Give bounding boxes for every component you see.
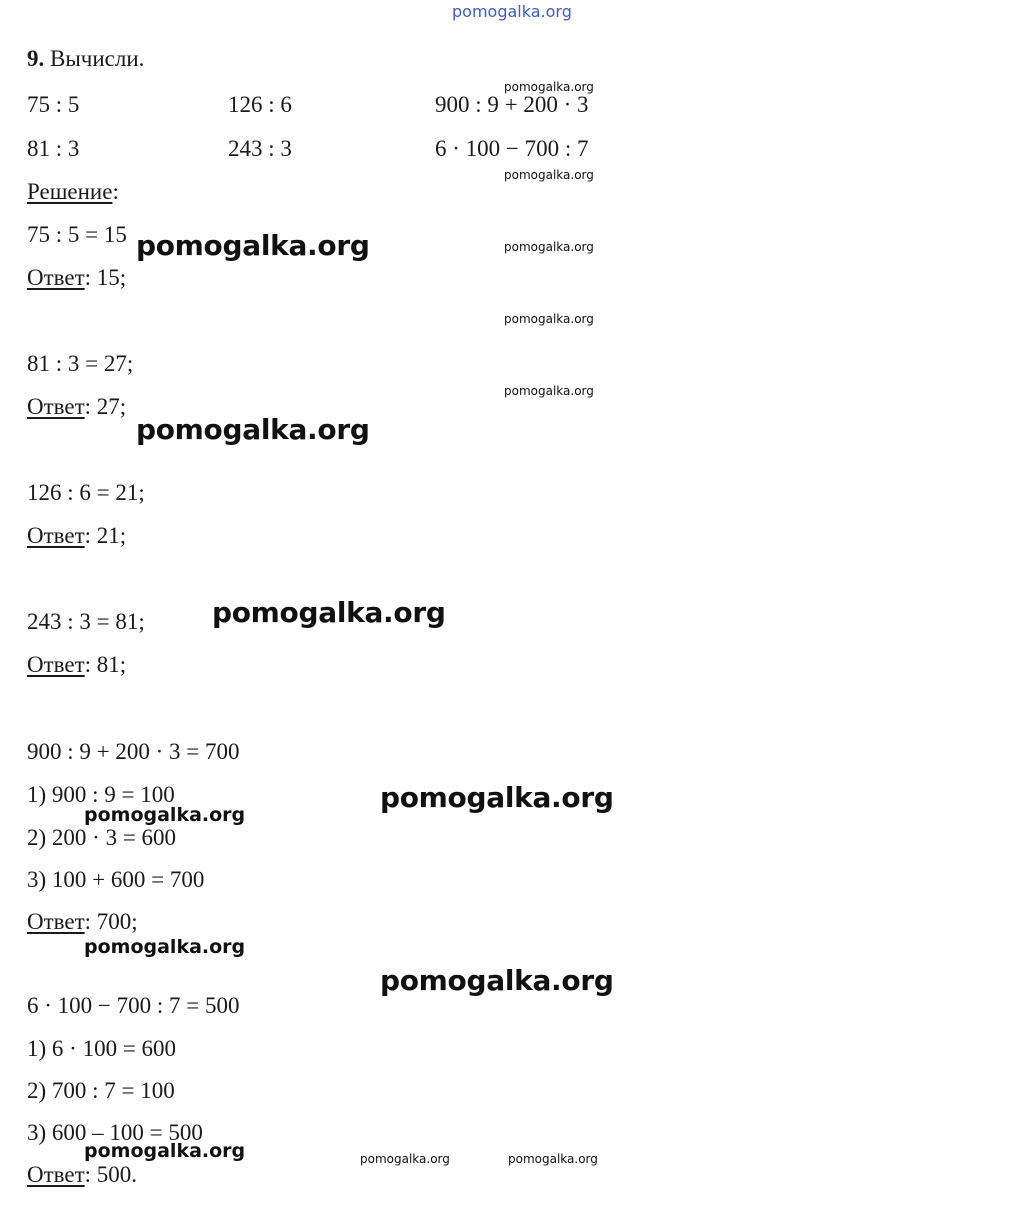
- task-expr-3: 900 : 9 + 200 · 3: [435, 92, 589, 117]
- watermark-medium: pomogalka.org: [84, 936, 246, 958]
- solution-expr-6: 6 · 100 − 700 : 7 = 500: [27, 993, 240, 1018]
- step-6-1: 1) 6 · 100 = 600: [27, 1036, 177, 1061]
- watermark-medium: pomogalka.org: [84, 1140, 246, 1162]
- watermark-medium: pomogalka.org: [84, 804, 246, 826]
- answer-5: Ответ: 700;: [27, 909, 138, 934]
- solution-expr-5: 900 : 9 + 200 · 3 = 700: [27, 739, 240, 764]
- solution-expr-3: 126 : 6 = 21;: [27, 480, 145, 505]
- watermark-small: pomogalka.org: [504, 168, 594, 182]
- watermark-small: pomogalka.org: [504, 312, 594, 326]
- answer-1: Ответ: 15;: [27, 265, 127, 290]
- task-title: [27, 46, 144, 72]
- answer-6: Ответ: 500.: [27, 1162, 138, 1187]
- step-5-3: 3) 100 + 600 = 700: [27, 867, 205, 892]
- step-5-1: 1) 900 : 9 = 100: [27, 782, 175, 807]
- watermark-small: pomogalka.org: [360, 1152, 450, 1166]
- solution-heading: Решение:: [27, 179, 119, 204]
- watermark-large: pomogalka.org: [136, 413, 370, 446]
- task-number: 9.: [27, 46, 45, 71]
- task-instruction: Вычисли.: [50, 46, 145, 71]
- watermark-small: pomogalka.org: [504, 384, 594, 398]
- solution-expr-2: 81 : 3 = 27;: [27, 351, 134, 376]
- step-6-3: 3) 600 – 100 = 500: [27, 1120, 203, 1145]
- watermark-large: pomogalka.org: [380, 781, 614, 814]
- step-6-2: 2) 700 : 7 = 100: [27, 1078, 175, 1103]
- answer-2: Ответ: 27;: [27, 394, 127, 419]
- answer-3: Ответ: 21;: [27, 523, 127, 548]
- task-expr-6: 6 · 100 − 700 : 7: [435, 136, 589, 161]
- header-watermark: pomogalka.org: [452, 2, 572, 21]
- watermark-small: pomogalka.org: [504, 240, 594, 254]
- answer-4: Ответ: 81;: [27, 652, 127, 677]
- task-expr-1: 75 : 5: [27, 92, 80, 117]
- watermark-small: pomogalka.org: [508, 1152, 598, 1166]
- task-expr-4: 81 : 3: [27, 136, 80, 161]
- solution-expr-4: 243 : 3 = 81;: [27, 609, 145, 634]
- solution-expr-1: 75 : 5 = 15: [27, 222, 127, 247]
- watermark-large: pomogalka.org: [212, 596, 446, 629]
- step-5-2: 2) 200 · 3 = 600: [27, 825, 177, 850]
- watermark-large: pomogalka.org: [380, 964, 614, 997]
- watermark-large: pomogalka.org: [136, 229, 370, 262]
- task-expr-2: 126 : 6: [228, 92, 292, 117]
- task-expr-5: 243 : 3: [228, 136, 292, 161]
- watermark-small: pomogalka.org: [504, 80, 594, 94]
